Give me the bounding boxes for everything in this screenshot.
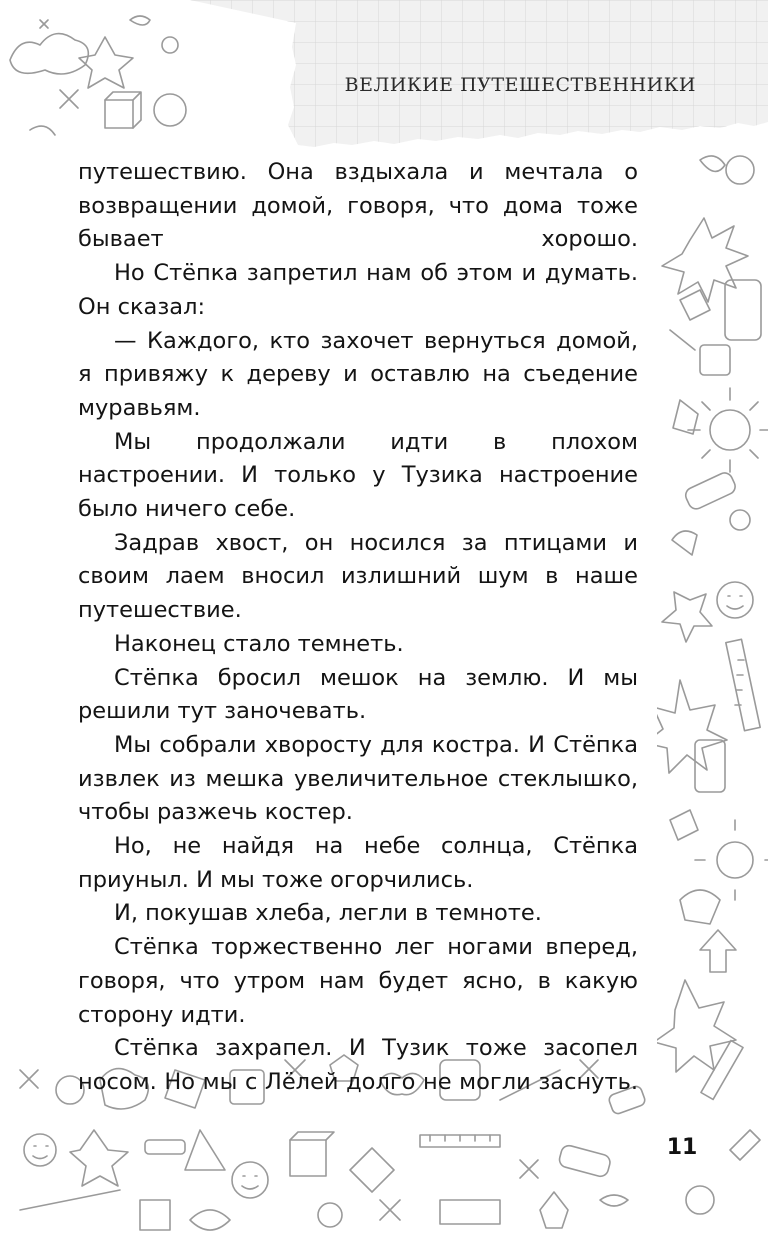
paragraph: Стёпка захрапел. И Тузик тоже засопел носом. Но мы с Лёлей долго не могли заснуть. [78, 1035, 638, 1095]
paragraph: Мы собрали хворосту для костра. И Стёпка извлек из мешка увеличительное стеклышко, чтобы разжечь костер. [78, 731, 638, 826]
paragraph: Мы продолжали идти в плохом настроении. И только у Тузика настроение было ничего себе. [78, 428, 638, 523]
paragraph: Стёпка торжественно лег ногами вперед, говоря, что утром нам будет ясно, в какую сторону идти. [78, 934, 638, 1028]
paragraph: путешествию. Она вздыхала и мечтала о возвращении домой, говоря, что дома тоже бывает хорошо. [78, 159, 638, 253]
paragraph: И, покушав хлеба, легли в темноте. [114, 900, 542, 927]
paragraph: Но, не найдя на небе солнца, Стёпка приуныл. И мы тоже огорчились. [78, 833, 638, 893]
running-title: ВЕЛИКИЕ ПУТЕШЕСТВЕННИКИ [344, 74, 696, 96]
paragraph: Но Стёпка запретил нам об этом и думать. Он сказал: [78, 260, 638, 320]
paragraph: Стёпка бросил мешок на землю. И мы решили тут заночевать. [78, 664, 638, 725]
paragraph: Задрав хвост, он носился за птицами и своим лаем вносил излишний шум в наше путешествие. [78, 529, 638, 624]
paragraph: Наконец стало темнеть. [114, 630, 404, 657]
page-number: 11 [657, 1122, 707, 1174]
paragraph: — Каждого, кто захочет вернуться домой, я привяжу к дереву и оставлю на съедение муравьям. [78, 327, 638, 421]
body-text [78, 156, 638, 1100]
